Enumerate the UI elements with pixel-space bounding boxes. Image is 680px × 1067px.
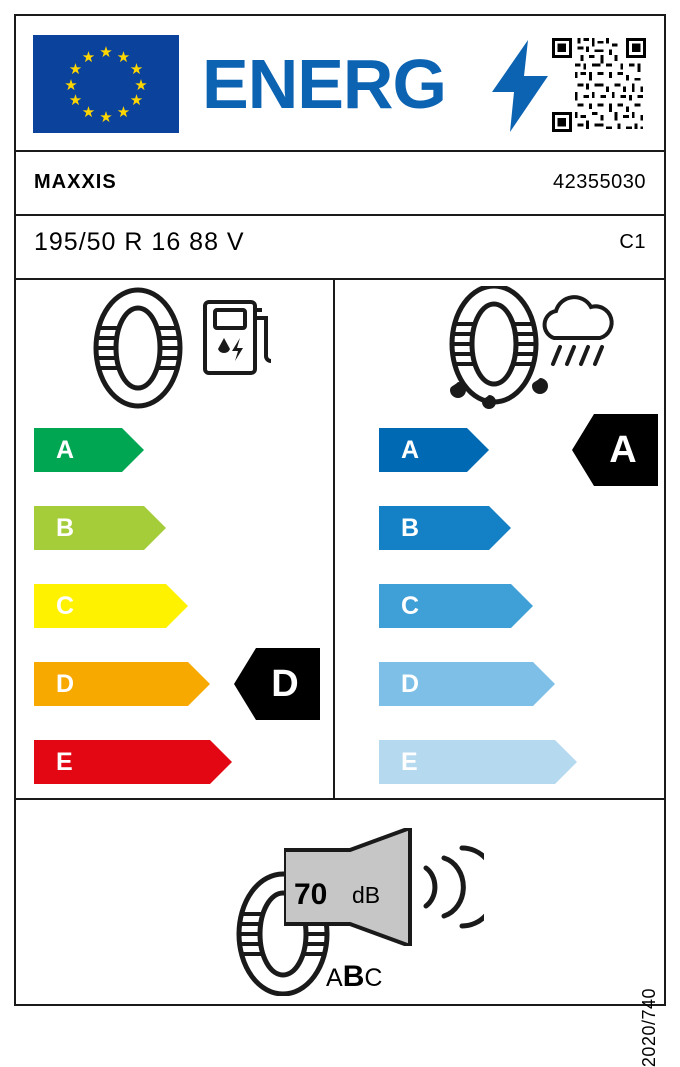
- noise-unit: dB: [352, 882, 381, 908]
- wet-grade-label-b: B: [401, 513, 420, 542]
- page-title: ENERG: [202, 45, 446, 123]
- rain-cloud-icon: [534, 294, 620, 374]
- wet-grade-bar-b: [379, 506, 511, 550]
- fuel-rating-value: D: [271, 662, 299, 705]
- fuel-grade-label-b: B: [56, 513, 75, 542]
- wet-grade-bar-a: [379, 428, 489, 472]
- wet-grade-label-e: E: [401, 747, 418, 776]
- wet-rating-value: A: [609, 428, 637, 471]
- fuel-grade-label-e: E: [56, 747, 73, 776]
- fuel-pump-icon: [202, 294, 274, 376]
- divider-noise: [16, 798, 664, 800]
- fuel-grade-bar-b: [34, 506, 166, 550]
- noise-class-a: A: [326, 964, 343, 992]
- label-header: [16, 16, 664, 150]
- fuel-grade-bar-a: [34, 428, 144, 472]
- tyre-class: C1: [619, 231, 646, 253]
- qr-code-icon: [552, 38, 646, 132]
- noise-class-c: C: [364, 964, 383, 992]
- tyre-icon-fuel: [88, 286, 218, 411]
- divider-size: [16, 278, 664, 280]
- lightning-bolt-icon: [492, 40, 548, 132]
- regulation-reference: 2020/740: [639, 988, 659, 1067]
- tyre-energy-label: [14, 14, 666, 1067]
- fuel-grade-label-c: C: [56, 591, 75, 620]
- wet-grade-label-c: C: [401, 591, 420, 620]
- brand-name: MAXXIS: [34, 171, 117, 193]
- divider-brand: [16, 214, 664, 216]
- sku-code: 42355030: [553, 171, 646, 193]
- noise-class-b: B: [342, 960, 365, 993]
- fuel-grade-label-d: D: [56, 669, 75, 698]
- divider-header: [16, 150, 664, 152]
- wet-grade-label-a: A: [401, 435, 420, 464]
- panel-divider: [333, 278, 335, 798]
- eu-flag-icon: ★ ★ ★ ★ ★ ★ ★ ★ ★ ★ ★ ★: [33, 35, 179, 133]
- noise-value: 70: [294, 878, 328, 911]
- wet-grade-label-d: D: [401, 669, 420, 698]
- tyre-size: 195/50 R 16 88 V: [34, 228, 245, 256]
- noise-class: [326, 960, 382, 994]
- fuel-grade-label-a: A: [56, 435, 75, 464]
